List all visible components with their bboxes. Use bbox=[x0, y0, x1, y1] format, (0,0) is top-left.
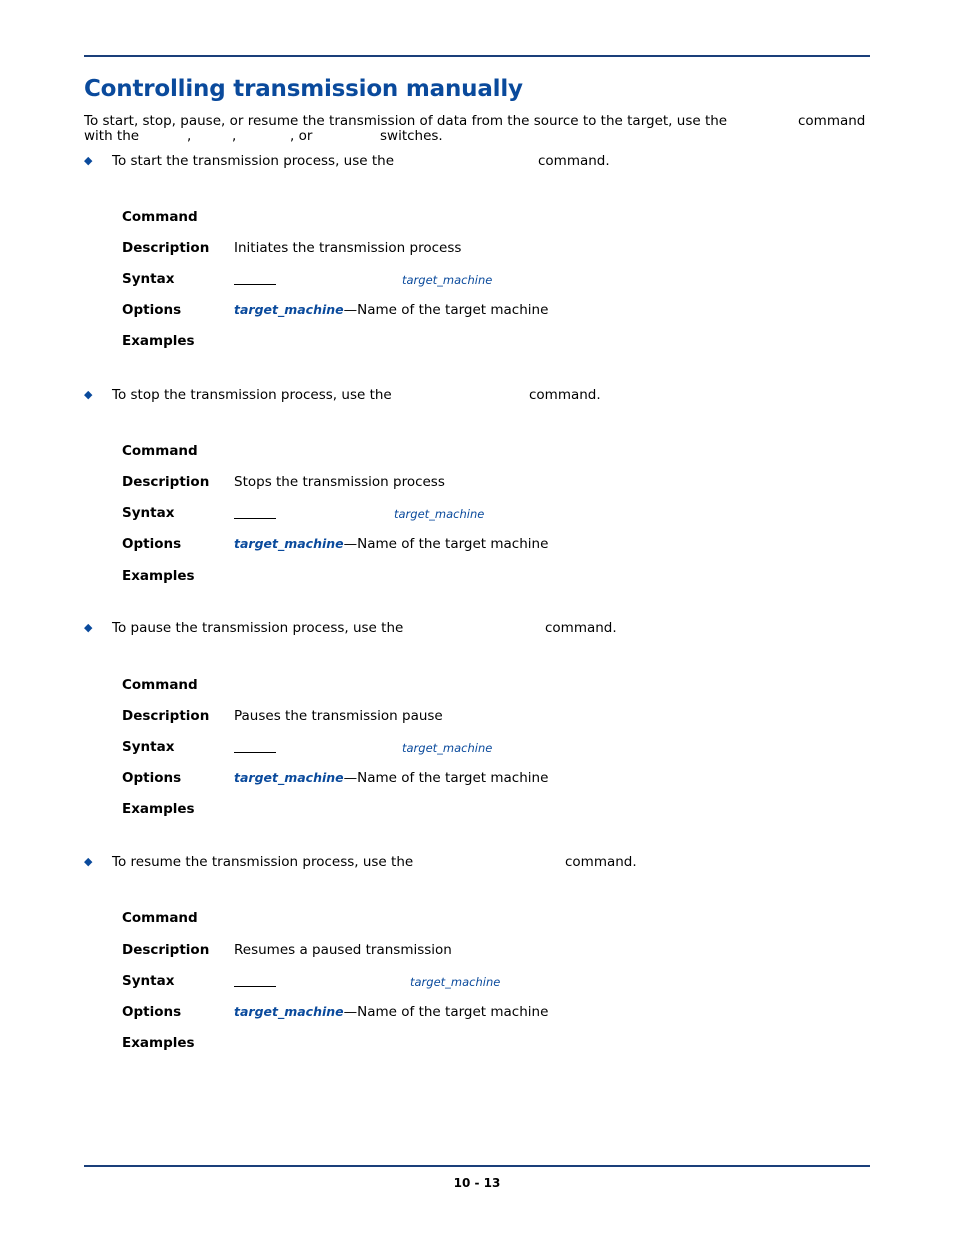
label-examples: Examples bbox=[122, 1035, 195, 1051]
bullet-tail: command. bbox=[529, 387, 601, 403]
options-value bbox=[234, 1002, 548, 1022]
page-title: Controlling transmission manually bbox=[84, 76, 523, 102]
option-name: target_machine bbox=[234, 1004, 344, 1019]
intro-comma-1: , bbox=[187, 128, 192, 144]
description-value: Resumes a paused transmission bbox=[234, 942, 452, 958]
option-desc: —Name of the target machine bbox=[343, 770, 549, 786]
label-command: Command bbox=[122, 677, 198, 693]
option-name: target_machine bbox=[234, 770, 344, 785]
intro-text-command: command bbox=[798, 113, 866, 129]
bullet-text: To pause the transmission process, use the bbox=[112, 620, 404, 636]
label-examples: Examples bbox=[122, 568, 195, 584]
intro-text-1: To start, stop, pause, or resume the transmission of data from the source to the target, use the bbox=[84, 113, 728, 129]
intro-or: , or bbox=[290, 128, 313, 144]
label-syntax: Syntax bbox=[122, 271, 175, 287]
label-syntax: Syntax bbox=[122, 973, 175, 989]
intro-text-with: with the bbox=[84, 128, 140, 144]
syntax-underline bbox=[234, 752, 276, 753]
option-desc: —Name of the target machine bbox=[343, 302, 549, 318]
label-description: Description bbox=[122, 240, 210, 256]
option-name: target_machine bbox=[234, 302, 344, 317]
label-options: Options bbox=[122, 302, 182, 318]
diamond-bullet-icon: ◆ bbox=[84, 388, 93, 401]
bullet-tail: command. bbox=[545, 620, 617, 636]
bullet-text: To start the transmission process, use the bbox=[112, 153, 395, 169]
label-options: Options bbox=[122, 1004, 182, 1020]
diamond-bullet-icon: ◆ bbox=[84, 621, 93, 634]
command-table-resume bbox=[122, 908, 742, 1058]
label-description: Description bbox=[122, 474, 210, 490]
label-examples: Examples bbox=[122, 801, 195, 817]
command-table-pause bbox=[122, 675, 742, 825]
header-rule bbox=[84, 55, 870, 57]
intro-text-switches: switches. bbox=[380, 128, 443, 144]
option-desc: —Name of the target machine bbox=[343, 1004, 549, 1020]
footer-rule bbox=[84, 1165, 870, 1167]
options-value bbox=[234, 534, 548, 554]
label-command: Command bbox=[122, 910, 198, 926]
diamond-bullet-icon: ◆ bbox=[84, 154, 93, 167]
syntax-underline bbox=[234, 986, 276, 987]
description-value: Pauses the transmission pause bbox=[234, 708, 443, 724]
label-examples: Examples bbox=[122, 333, 195, 349]
intro-comma-2: , bbox=[232, 128, 237, 144]
options-value bbox=[234, 768, 548, 788]
label-description: Description bbox=[122, 942, 210, 958]
command-table-start bbox=[122, 207, 742, 357]
label-command: Command bbox=[122, 209, 198, 225]
label-options: Options bbox=[122, 770, 182, 786]
bullet-text: To stop the transmission process, use the bbox=[112, 387, 392, 403]
command-table-stop bbox=[122, 441, 742, 591]
label-syntax: Syntax bbox=[122, 739, 175, 755]
bullet-tail: command. bbox=[538, 153, 610, 169]
page-number: 10 - 13 bbox=[453, 1176, 501, 1190]
bullet-text: To resume the transmission process, use the bbox=[112, 854, 414, 870]
syntax-underline bbox=[234, 518, 276, 519]
option-name: target_machine bbox=[234, 536, 344, 551]
label-options: Options bbox=[122, 536, 182, 552]
syntax-arg: target_machine bbox=[394, 507, 485, 521]
label-command: Command bbox=[122, 443, 198, 459]
description-value: Stops the transmission process bbox=[234, 474, 445, 490]
options-value bbox=[234, 300, 548, 320]
diamond-bullet-icon: ◆ bbox=[84, 855, 93, 868]
bullet-tail: command. bbox=[565, 854, 637, 870]
syntax-underline bbox=[234, 284, 276, 285]
syntax-arg: target_machine bbox=[410, 975, 501, 989]
label-description: Description bbox=[122, 708, 210, 724]
syntax-arg: target_machine bbox=[402, 741, 493, 755]
syntax-arg: target_machine bbox=[402, 273, 493, 287]
label-syntax: Syntax bbox=[122, 505, 175, 521]
option-desc: —Name of the target machine bbox=[343, 536, 549, 552]
description-value: Initiates the transmission process bbox=[234, 240, 462, 256]
